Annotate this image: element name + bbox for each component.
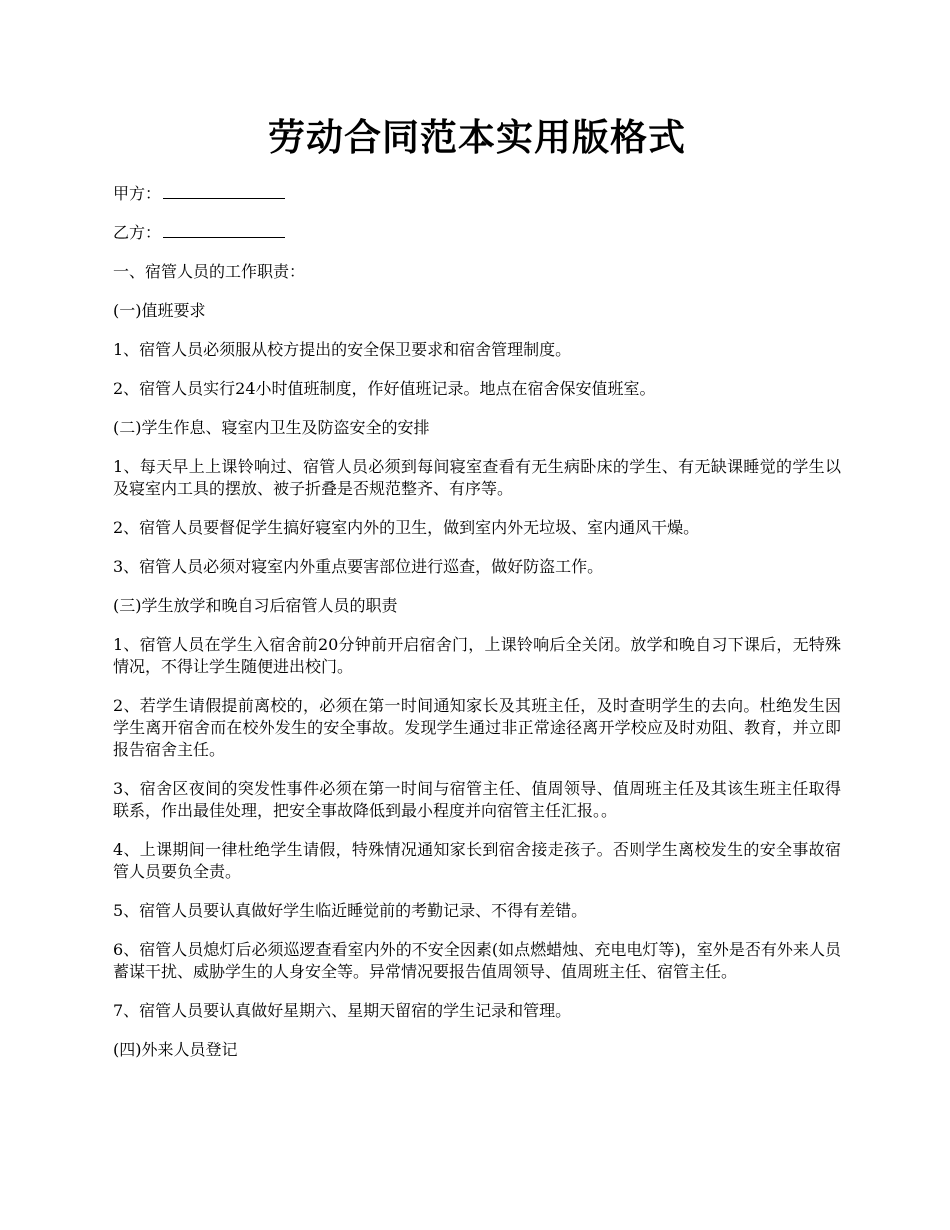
party-b-label: 乙方： bbox=[113, 223, 162, 242]
paragraph: 7、宿管人员要认真做好星期六、星期天留宿的学生记录和管理。 bbox=[113, 1001, 572, 1020]
paragraph: 5、宿管人员要认真做好学生临近睡觉前的考勤记录、不得有差错。 bbox=[113, 901, 588, 920]
paragraph: 2、宿管人员要督促学生搞好寝室内外的卫生，做到室内外无垃圾、室内通风干燥。 bbox=[113, 518, 700, 537]
subsection-heading: (四)外来人员登记 bbox=[113, 1040, 238, 1059]
paragraph: 2、若学生请假提前离校的，必须在第一时间通知家长及其班主任，及时查明学生的去向。杜绝发生因学生离开宿舍而在校外发生的安全事故。发现学生通过非正常途径离开学校应及时劝阻、教育，并立即报告宿舍主任。 bbox=[113, 696, 841, 759]
party-a-blank bbox=[163, 183, 285, 199]
paragraph: 4、上课期间一律杜绝学生请假，特殊情况通知家长到宿舍接走孩子。否则学生离校发生的安全事故宿管人员要负全责。 bbox=[113, 840, 841, 881]
document-title: 劳动合同范本实用版格式 bbox=[268, 115, 686, 159]
subsection-heading: (三)学生放学和晚自习后宿管人员的职责 bbox=[113, 596, 398, 615]
section-heading: 一、宿管人员的工作职责： bbox=[113, 262, 306, 281]
subsection-heading: (二)学生作息、寝室内卫生及防盗安全的安排 bbox=[113, 418, 430, 437]
party-a-line bbox=[113, 183, 841, 205]
subsection-heading: (一)值班要求 bbox=[113, 301, 206, 320]
paragraph: 2、宿管人员实行24小时值班制度，作好值班记录。地点在宿舍保安值班室。 bbox=[113, 379, 656, 398]
paragraph: 6、宿管人员熄灯后必须巡逻查看室内外的不安全因素(如点燃蜡烛、充电电灯等)，室外是否有外来人员蓄谋干扰、威胁学生的人身安全等。异常情况要报告值周领导、值周班主任、宿管主任。 bbox=[113, 940, 841, 981]
document-body bbox=[113, 183, 841, 1078]
paragraph: 1、宿管人员在学生入宿舍前20分钟前开启宿舍门，上课铃响后全关闭。放学和晚自习下课后，无特殊情况，不得让学生随便进出校门。 bbox=[113, 635, 841, 676]
party-a-label: 甲方： bbox=[113, 184, 162, 203]
paragraph: 3、宿舍区夜间的突发性事件必须在第一时间与宿管主任、值周领导、值周班主任及其该生班主任取得联系，作出最佳处理，把安全事故降低到最小程度并向宿管主任汇报。。 bbox=[113, 779, 841, 820]
party-b-line bbox=[113, 222, 841, 244]
party-b-blank bbox=[163, 222, 285, 238]
paragraph: 1、每天早上上课铃响过、宿管人员必须到每间寝室查看有无生病卧床的学生、有无缺课睡觉的学生以及寝室内工具的摆放、被子折叠是否规范整齐、有序等。 bbox=[113, 457, 841, 498]
paragraph: 3、宿管人员必须对寝室内外重点要害部位进行巡查，做好防盗工作。 bbox=[113, 557, 604, 576]
paragraph: 1、宿管人员必须服从校方提出的安全保卫要求和宿舍管理制度。 bbox=[113, 340, 572, 359]
